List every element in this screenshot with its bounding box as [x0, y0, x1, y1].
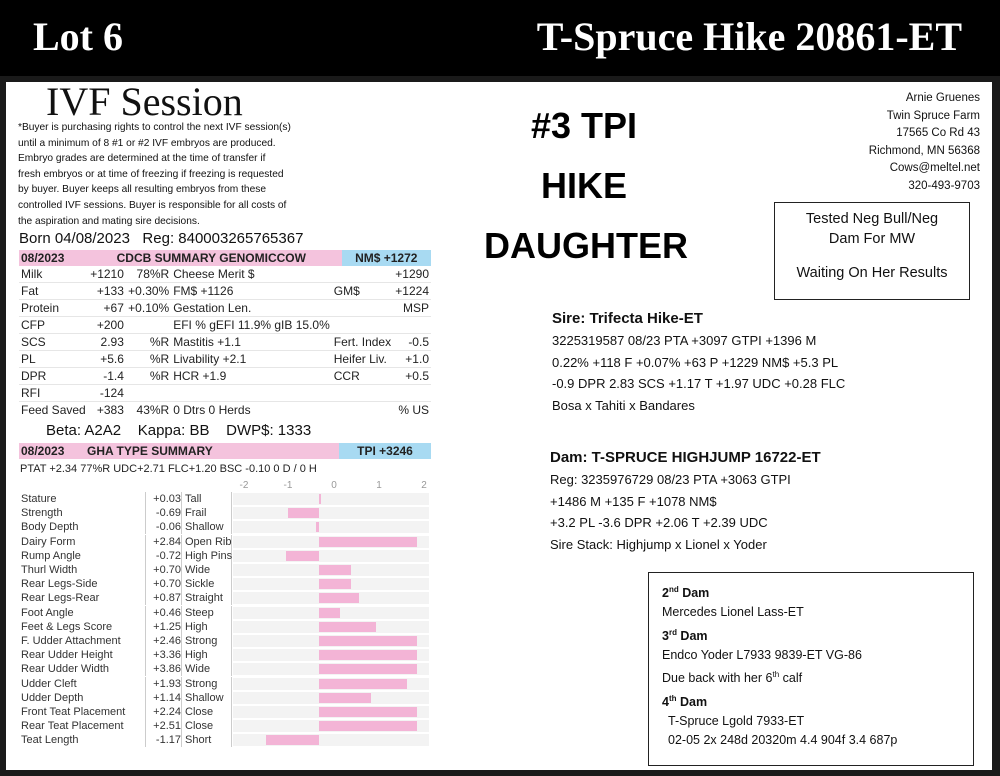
seller-contact	[869, 90, 980, 196]
dam-section	[550, 447, 821, 555]
trait-name: Strength	[21, 506, 146, 520]
cdcb-cell: Heifer Liv.	[333, 352, 387, 366]
trait-bar	[319, 664, 417, 674]
buyer-terms-line: *Buyer is purchasing rights to control the next IVF session(s)	[18, 122, 291, 133]
cdcb-cell: -0.5	[408, 335, 429, 349]
trait-bar	[319, 707, 417, 717]
trait-descriptor: High	[185, 620, 232, 634]
cdcb-cell	[126, 385, 171, 402]
trait-descriptor: Close	[185, 719, 232, 733]
tpi-badge: TPI +3246	[339, 443, 431, 459]
city-line: Richmond, MN 56368	[868, 144, 980, 157]
sire-line: 3225319587 08/23 PTA +3097 GTPI +1396 M	[552, 333, 817, 348]
nm-dollar-badge: NM$ +1272	[342, 250, 431, 266]
cdcb-cell	[332, 402, 393, 419]
axis-tick: -2	[239, 480, 249, 491]
trait-name: Stature	[21, 492, 146, 506]
cdcb-summary-table	[19, 250, 431, 266]
cdcb-values-table	[19, 266, 431, 418]
type-trait-row	[19, 719, 429, 733]
cdcb-cell: -1.4	[103, 369, 124, 383]
sire-pedigree: Bosa x Tahiti x Bandares	[552, 397, 695, 413]
sale-page	[6, 79, 992, 770]
dam-line: Reg: 3235976729 08/23 PTA +3063 GTPI	[550, 472, 791, 487]
trait-descriptor: High Pins	[185, 549, 233, 562]
cdcb-cell: 0 Dtrs 0 Herds	[173, 403, 251, 417]
buyer-terms-line: Embryo grades are determined at the time of transfer if	[18, 153, 266, 165]
fourth-dam-record: 02-05 2x 248d 20320m 4.4 904f 3.4 687p	[668, 733, 898, 748]
trait-name: Rear Legs-Side	[21, 577, 146, 591]
type-trait-row	[19, 677, 429, 691]
dam-name: Dam: T-SPRUCE HIGHJUMP 16722-ET	[550, 449, 821, 466]
cdcb-row	[19, 385, 431, 402]
trait-bar	[319, 721, 417, 731]
cdcb-cell: +200	[96, 318, 124, 332]
trait-name: Rear Udder Height	[21, 648, 146, 662]
trait-value: +0.46	[147, 606, 182, 620]
second-dam-label: 2nd Dam	[662, 585, 710, 601]
cdcb-cell: %R	[149, 335, 170, 349]
trait-name: Feet & Legs Score	[21, 620, 146, 634]
cdcb-cell	[126, 317, 171, 334]
cdcb-cell: +0.30%	[128, 284, 170, 298]
trait-descriptor: Sickle	[185, 577, 232, 591]
maternal-line-box	[648, 572, 974, 766]
type-trait-row	[19, 648, 429, 662]
type-axis	[236, 480, 428, 492]
dam-line: +1486 M +135 F +1078 NM$	[550, 493, 717, 509]
gha-summary-line: PTAT +2.34 77%R UDC+2.71 FLC+1.20 BSC -0.10 0 D / 0 H	[20, 463, 317, 475]
trait-name: Thurl Width	[21, 563, 146, 577]
trait-bar	[319, 636, 417, 646]
email-link[interactable]: Cows@meltel.net	[889, 162, 980, 175]
trait-value: +2.24	[147, 705, 182, 719]
cdcb-cell: SCS	[21, 335, 46, 349]
trait-bar	[316, 522, 319, 532]
phone-number: 320-493-9703	[908, 179, 980, 192]
cdcb-cell: Livability +2.1	[173, 352, 247, 366]
trait-name: Udder Depth	[21, 691, 146, 705]
trait-value: -0.06	[147, 520, 182, 534]
cdcb-cell: FM$ +1126	[173, 284, 234, 298]
type-trait-row	[19, 691, 429, 705]
cdcb-cell: GM$	[333, 284, 360, 298]
axis-tick: -1	[283, 480, 293, 491]
buyer-terms-line: controlled IVF sessions. Buyer is responsible for all costs of	[18, 199, 287, 211]
cdcb-cell: DPR	[21, 369, 47, 383]
trait-bar-track	[233, 734, 429, 746]
birth-registration: Born 04/08/2023 Reg: 840003265765367	[19, 230, 304, 247]
type-trait-row	[19, 662, 429, 676]
fourth-dam-name: T-Spruce Lgold 7933-ET	[668, 713, 805, 728]
buyer-terms	[18, 120, 308, 229]
trait-bar	[288, 508, 319, 518]
trait-name: Teat Length	[21, 733, 146, 747]
cdcb-cell	[393, 317, 431, 334]
axis-tick: 2	[421, 480, 427, 491]
trait-name: Front Teat Placement	[21, 705, 146, 719]
cdcb-cell: % US	[398, 403, 429, 417]
dam-line: +3.2 PL -3.6 DPR +2.06 T +2.39 UDC	[550, 515, 768, 530]
lot-number: Lot 6	[33, 14, 123, 59]
trait-value: +2.84	[147, 535, 182, 549]
cdcb-row	[19, 283, 431, 300]
cdcb-cell	[393, 385, 431, 402]
cdcb-row	[19, 368, 431, 385]
trait-descriptor: Shallow	[185, 691, 232, 705]
test-status-line: Dam For MW	[828, 231, 916, 247]
trait-name: F. Udder Attachment	[21, 634, 146, 648]
trait-descriptor: Strong	[185, 634, 232, 648]
cdcb-cell: Fert. Index	[333, 335, 392, 349]
sire-name: Sire: Trifecta Hike-ET	[552, 310, 703, 327]
title-bar	[0, 0, 1000, 76]
type-trait-row	[19, 535, 429, 549]
cdcb-cell: HCR +1.9	[173, 369, 227, 383]
cdcb-row	[19, 402, 431, 419]
trait-value: +0.03	[147, 492, 182, 506]
cdcb-row	[19, 351, 431, 368]
trait-descriptor: Short	[185, 733, 232, 747]
type-trait-row	[19, 705, 429, 719]
trait-value: +1.14	[147, 691, 182, 705]
trait-descriptor: Steep	[185, 606, 232, 620]
headline-line: HIKE	[540, 165, 627, 206]
type-trait-row	[19, 620, 429, 634]
cdcb-cell	[332, 385, 393, 402]
trait-descriptor: Strong	[185, 677, 232, 691]
buyer-terms-line: fresh embryos or at time of freezing if freezing is requested	[18, 168, 284, 180]
type-trait-row	[19, 577, 429, 591]
cdcb-cell	[332, 300, 393, 317]
trait-descriptor: Wide	[185, 563, 232, 577]
type-trait-row	[19, 506, 429, 520]
sire-section	[552, 308, 845, 416]
trait-bar	[319, 679, 407, 689]
type-trait-row	[19, 634, 429, 648]
trait-value: +3.36	[147, 648, 182, 662]
animal-title: T-Spruce Hike 20861-ET	[536, 14, 962, 59]
trait-bar	[319, 593, 359, 603]
cdcb-cell: Fat	[21, 284, 39, 298]
cdcb-cell: Feed Saved	[21, 403, 86, 417]
farm-name: Twin Spruce Farm	[886, 109, 980, 122]
cdcb-cell: %R	[149, 352, 170, 366]
cdcb-cell: +67	[103, 301, 124, 315]
buyer-terms-line: the aspiration and mating sire decisions.	[18, 215, 200, 227]
cdcb-cell	[171, 385, 332, 402]
trait-value: +0.70	[147, 577, 182, 591]
address-line: 17565 Co Rd 43	[896, 127, 980, 140]
axis-tick: 1	[376, 480, 382, 491]
headline	[484, 104, 688, 284]
cdcb-cell: Protein	[21, 301, 60, 315]
cdcb-cell: +133	[96, 284, 124, 298]
cdcb-cell: Milk	[21, 267, 43, 281]
cdcb-row	[19, 266, 431, 283]
test-status-line: Tested Neg Bull/Neg	[805, 211, 939, 227]
trait-name: Dairy Form	[21, 535, 146, 549]
cdcb-cell: 2.93	[100, 335, 124, 349]
cdcb-cell: +0.10%	[128, 301, 170, 315]
trait-name: Body Depth	[21, 520, 146, 534]
trait-value: +1.93	[147, 677, 182, 691]
test-status-line: Waiting On Her Results	[796, 265, 948, 281]
trait-name: Foot Angle	[21, 606, 146, 620]
trait-descriptor: Frail	[185, 506, 232, 520]
cdcb-cell: PL	[21, 352, 36, 366]
cdcb-cell: +1290	[395, 267, 429, 281]
trait-value: +3.86	[147, 662, 182, 676]
sire-line: -0.9 DPR 2.83 SCS +1.17 T +1.97 UDC +0.28 FLC	[552, 376, 846, 391]
buyer-terms-line: until a minimum of 8 #1 or #2 IVF embryos are produced.	[18, 137, 276, 149]
trait-bar	[319, 650, 417, 660]
cdcb-row	[19, 317, 431, 334]
trait-bar	[319, 579, 351, 589]
trait-bar	[266, 735, 319, 745]
cdcb-row	[19, 300, 431, 317]
headline-line: #3 TPI	[530, 105, 638, 146]
second-dam-name: Mercedes Lionel Lass-ET	[662, 605, 804, 620]
cdcb-cell: RFI	[21, 386, 41, 400]
trait-bar	[319, 608, 340, 618]
trait-bar	[319, 622, 376, 632]
trait-name: Rear Legs-Rear	[21, 591, 146, 605]
cdcb-cell: 78%R	[136, 267, 170, 281]
trait-descriptor: Wide	[185, 662, 232, 676]
cdcb-cell: Gestation Len.	[173, 301, 252, 315]
cdcb-row	[19, 334, 431, 351]
type-trait-row	[19, 563, 429, 577]
trait-value: -0.69	[147, 506, 182, 520]
seller-name: Arnie Gruenes	[905, 92, 980, 104]
cdcb-cell: +0.5	[405, 369, 429, 383]
trait-bar-track	[233, 550, 429, 562]
cdcb-title: CDCB SUMMARY GENOMICCOW	[81, 250, 342, 266]
type-trait-row	[19, 591, 429, 605]
trait-bar-track	[233, 507, 429, 519]
cdcb-cell: EFI % gEFI 11.9% gIB 15.0%	[173, 318, 330, 332]
type-trait-row	[19, 549, 429, 563]
trait-value: +0.87	[147, 591, 182, 605]
type-trait-row	[19, 733, 429, 747]
axis-tick: 0	[331, 480, 337, 491]
trait-value: +0.70	[147, 563, 182, 577]
cdcb-date: 08/2023	[19, 250, 81, 266]
buyer-terms-line: by buyer. Buyer keeps all resulting embryos from these	[18, 184, 267, 196]
type-trait-row	[19, 606, 429, 620]
trait-descriptor: Open Rib	[185, 535, 232, 548]
trait-bar	[319, 693, 371, 703]
trait-name: Rump Angle	[21, 549, 146, 563]
trait-value: +2.46	[147, 634, 182, 648]
headline-line: DAUGHTER	[484, 225, 688, 266]
cdcb-cell: MSP	[402, 301, 429, 315]
trait-value: +1.25	[147, 620, 182, 634]
type-trait-row	[19, 492, 429, 506]
trait-descriptor: Tall	[185, 492, 232, 506]
trait-bar	[319, 494, 321, 504]
trait-bar-track	[233, 521, 429, 533]
beta-kappa-line: Beta: A2A2 Kappa: BB DWP$: 1333	[46, 422, 312, 439]
third-dam-note: Due back with her 6th calf	[662, 670, 803, 686]
cdcb-cell	[332, 266, 393, 283]
cdcb-cell: Mastitis +1.1	[173, 335, 241, 349]
cdcb-cell	[332, 317, 393, 334]
trait-descriptor: High	[185, 648, 232, 662]
cdcb-cell: %R	[149, 369, 170, 383]
third-dam-name: Endco Yoder L7933 9839-ET VG-86	[662, 647, 862, 662]
trait-bar	[286, 551, 319, 561]
trait-descriptor: Shallow	[185, 520, 232, 534]
trait-value: +2.51	[147, 719, 182, 733]
trait-bar	[319, 537, 417, 547]
trait-name: Rear Teat Placement	[21, 719, 146, 733]
gha-header-table	[19, 443, 431, 459]
cdcb-cell: -124	[99, 386, 124, 400]
trait-bar	[319, 565, 351, 575]
third-dam-label: 3rd Dam	[662, 627, 708, 643]
cdcb-cell: CFP	[21, 318, 45, 332]
gha-title: GHA TYPE SUMMARY	[85, 443, 339, 459]
sire-line: 0.22% +118 F +0.07% +63 P +1229 NM$ +5.3 PL	[552, 354, 839, 370]
cdcb-cell: +1.0	[405, 352, 429, 366]
trait-name: Udder Cleft	[21, 677, 146, 691]
ivf-session-title: IVF Session	[46, 79, 243, 124]
cdcb-cell: +1210	[90, 267, 124, 281]
gha-header	[19, 443, 431, 459]
trait-descriptor: Close	[185, 705, 232, 719]
trait-value: -0.72	[147, 549, 182, 563]
trait-value: -1.17	[147, 733, 182, 747]
cdcb-cell: Cheese Merit $	[173, 267, 255, 281]
cdcb-header	[19, 250, 431, 266]
gha-date: 08/2023	[19, 443, 85, 459]
fourth-dam-label: 4th Dam	[662, 693, 708, 709]
cdcb-cell: CCR	[333, 369, 360, 383]
test-status-box	[774, 202, 970, 300]
cdcb-cell: +1224	[395, 284, 429, 298]
trait-name: Rear Udder Width	[21, 662, 146, 676]
dam-sire-stack: Sire Stack: Highjump x Lionel x Yoder	[550, 536, 767, 552]
trait-descriptor: Straight	[185, 591, 232, 605]
cdcb-cell: +383	[96, 403, 124, 417]
trait-bar-track	[233, 493, 429, 505]
cdcb-cell: 43%R	[136, 403, 170, 417]
type-trait-row	[19, 520, 429, 534]
cdcb-cell: +5.6	[100, 352, 124, 366]
